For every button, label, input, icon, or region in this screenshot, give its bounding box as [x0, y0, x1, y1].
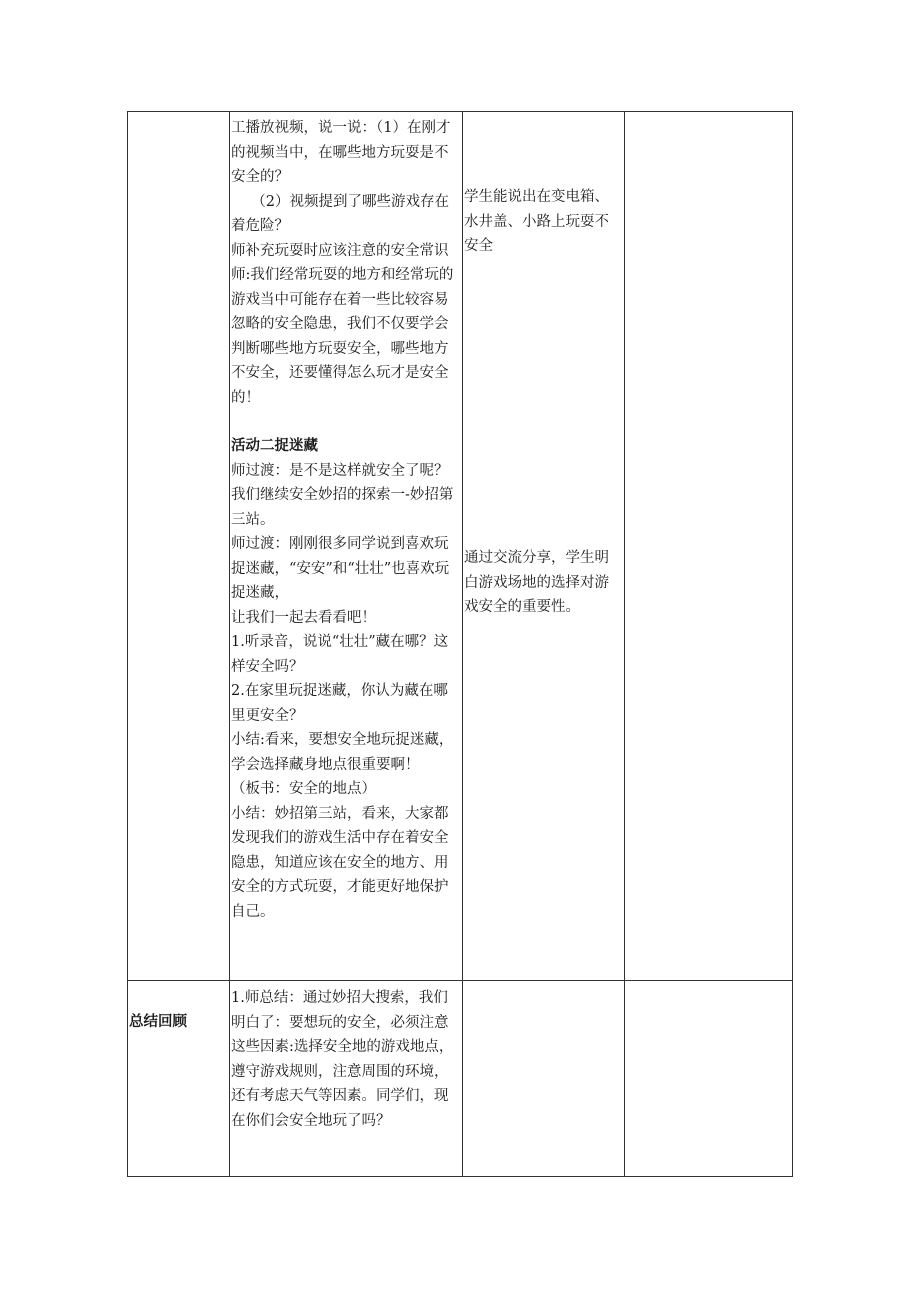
summary-text: 1.师总结：通过妙招大搜索，我们明白了：要想玩的安全，必须注意这些因素:选择安全地的游戏地点，遵守游戏规则，注意周围的环境，还有考虑天气等因素。同学们，现在你们会安全地玩了吗？: [231, 990, 454, 1129]
row2-teacher-cell: [231, 986, 461, 1133]
table-border-right: [792, 111, 793, 1177]
table-border-left: [127, 111, 128, 1177]
table-border-top: [127, 111, 793, 112]
activity-line-2: 师过渡：刚刚很多同学说到喜欢玩捉迷藏，“安安”和“壮壮”也喜欢玩捉迷藏，: [231, 536, 450, 601]
row1-student-cell-2: [464, 546, 623, 620]
activity-line-3: 让我们一起去看看吧！: [231, 609, 376, 626]
teacher-line-2: （2）视频提到了哪些游戏存在着危险？: [231, 193, 450, 234]
activity-line-7: （板书：安全的地点）: [231, 781, 376, 797]
column-divider-2: [462, 111, 463, 1177]
activity-line-8: 小结：妙招第三站，看来，大家都发现我们的游戏生活中存在着安全隐患，知道应该在安全的地方、用安全的方式玩耍，才能更好地保护自己。: [231, 805, 449, 920]
activity-title: 活动二捉迷藏: [231, 438, 318, 454]
row1-teacher-cell: [231, 116, 461, 924]
teacher-line-4: 师:我们经常玩耍的地方和经常玩的游戏当中可能存在着一些比较容易忽略的安全隐患，我们不仅要学会判断哪些地方玩耍安全，哪些地方不安全，还要懂得怎么玩才是安全的！: [231, 267, 454, 406]
activity-line-6: 小结:看来，要想安全地玩捉迷藏，学会选择藏身地点很重要啊！: [231, 732, 454, 773]
column-divider-3: [624, 111, 625, 1177]
activity-line-4: 1.听录音，说说“壮壮”藏在哪？这样安全吗？: [231, 634, 449, 675]
table-border-bottom: [127, 1176, 793, 1177]
column-divider-1: [229, 111, 230, 1177]
row1-student-cell-1: [464, 185, 623, 259]
student-response-1: 学生能说出在变电箱、水井盖、小路上玩耍不安全: [464, 189, 609, 254]
activity-line-5: 2.在家里玩捉迷藏，你认为藏在哪里更安全？: [231, 683, 448, 724]
teacher-line-1: 工播放视频，说一说：（1）在刚才的视频当中，在哪些地方玩耍是不安全的？: [231, 120, 451, 185]
student-response-2: 通过交流分享，学生明白游戏场地的选择对游戏安全的重要性。: [464, 550, 609, 615]
activity-line-1: 师过渡：是不是这样就安全了呢？我们继续安全妙招的探索一-妙招第三站。: [231, 462, 454, 528]
row-divider: [127, 980, 793, 981]
teacher-line-3: 师补充玩耍时应该注意的安全常识: [231, 242, 449, 259]
stage-label-summary: 总结回顾: [129, 1014, 187, 1030]
